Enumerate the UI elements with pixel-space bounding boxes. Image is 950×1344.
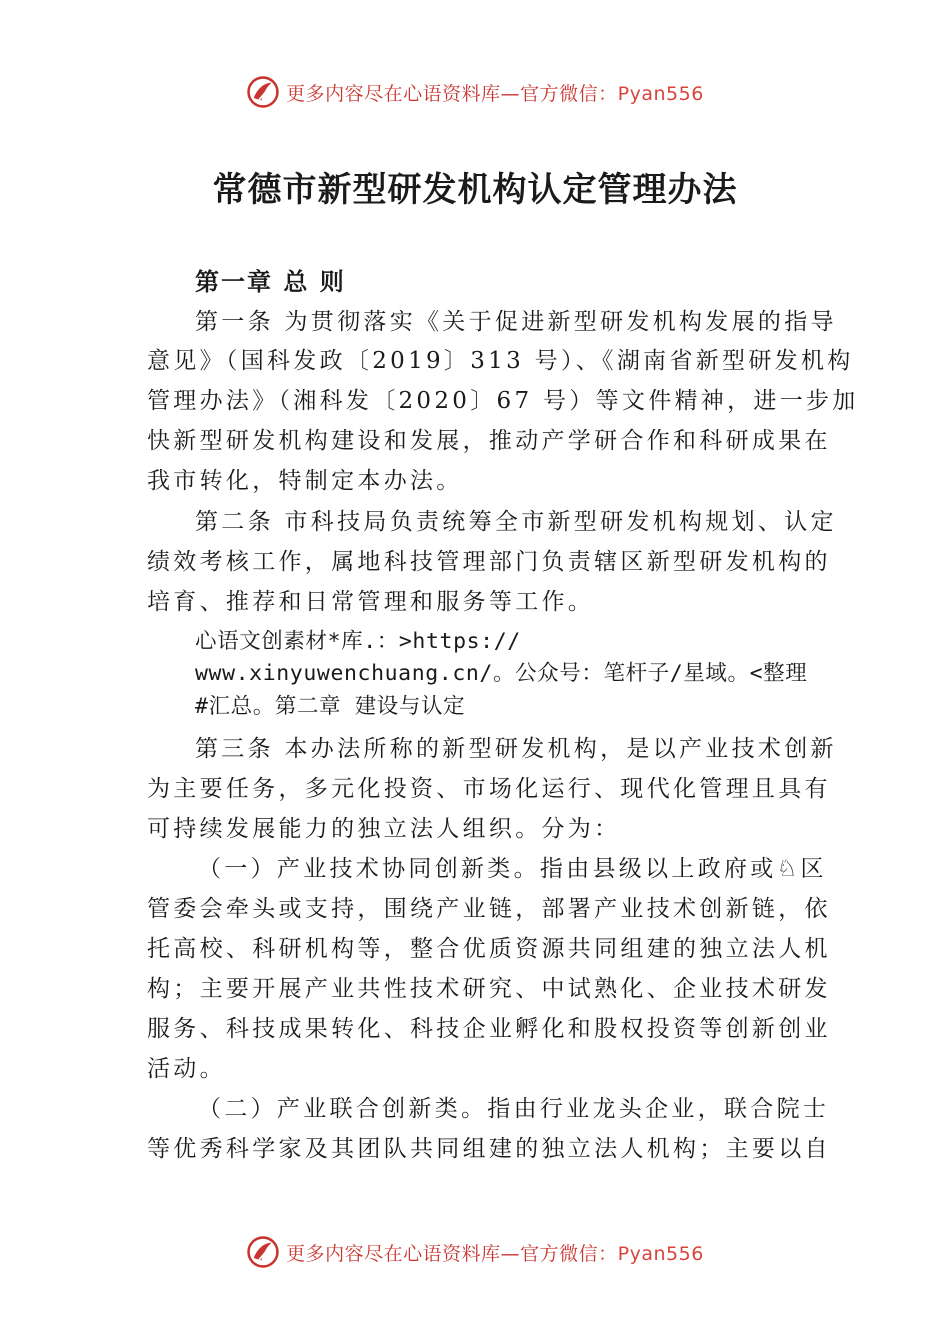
body-line: 等优秀科学家及其团队共同组建的独立法人机构；主要以自 — [147, 1136, 831, 1162]
document-title: 常德市新型研发机构认定管理办法 — [212, 170, 738, 210]
body-line: 为主要任务，多元化投资、市场化运行、现代化管理且具有 — [147, 776, 831, 802]
body-line: 托高校、科研机构等，整合优质资源共同组建的独立法人机 — [147, 936, 831, 962]
body-line: 第三条 本办法所称的新型研发机构，是以产业技术创新 — [195, 736, 837, 762]
logo-icon — [246, 1235, 280, 1269]
body-line: 管理办法》（湘科发〔2020〕67 号）等文件精神，进一步加 — [147, 388, 859, 414]
body-line: 意见》（国科发政〔2019〕313 号）、《湖南省新型研发机构 — [147, 348, 854, 374]
body-line: 构；主要开展产业共性技术研究、中试熟化、企业技术研发 — [147, 976, 831, 1002]
body-line: 可持续发展能力的独立法人组织。分为： — [147, 816, 621, 842]
watermark-banner-bottom — [0, 1232, 950, 1272]
body-line: 活动。 — [147, 1056, 226, 1082]
body-line: 服务、科技成果转化、科技企业孵化和股权投资等创新创业 — [147, 1016, 831, 1042]
body-line: 快新型研发机构建设和发展，推动产学研合作和科研成果在 — [147, 428, 831, 454]
watermark-text: 更多内容尽在心语资料库—官方微信：Pyan556 — [286, 1242, 704, 1265]
body-line: 管委会牵头或支持，围绕产业链，部署产业技术创新链，依 — [147, 896, 831, 922]
body-line: 培育、推荐和日常管理和服务等工作。 — [147, 589, 595, 615]
body-line: #汇总。第二章 建设与认定 — [195, 694, 466, 719]
body-line: 第一条 为贯彻落实《关于促进新型研发机构发展的指导 — [195, 309, 837, 335]
body-line: www.xinyuwenchuang.cn/。公众号：笔杆子/星域。<整理 — [195, 661, 808, 686]
body-line: 绩效考核工作，属地科技管理部门负责辖区新型研发机构的 — [147, 549, 831, 575]
body-line: （一）产业技术协同创新类。指由县级以上政府或♘区 — [198, 856, 827, 882]
body-line: 我市转化，特制定本办法。 — [147, 468, 463, 494]
chapter-heading: 第一章 总 则 — [195, 268, 346, 296]
watermark-banner-top — [0, 72, 950, 112]
watermark-text: 更多内容尽在心语资料库—官方微信：Pyan556 — [286, 82, 704, 105]
body-line: 第二条 市科技局负责统筹全市新型研发机构规划、认定 — [195, 509, 837, 535]
logo-icon — [246, 75, 280, 109]
body-line: 心语文创素材*库.：>https:// — [195, 629, 521, 654]
body-line: （二）产业联合创新类。指由行业龙头企业，联合院士 — [198, 1096, 830, 1122]
